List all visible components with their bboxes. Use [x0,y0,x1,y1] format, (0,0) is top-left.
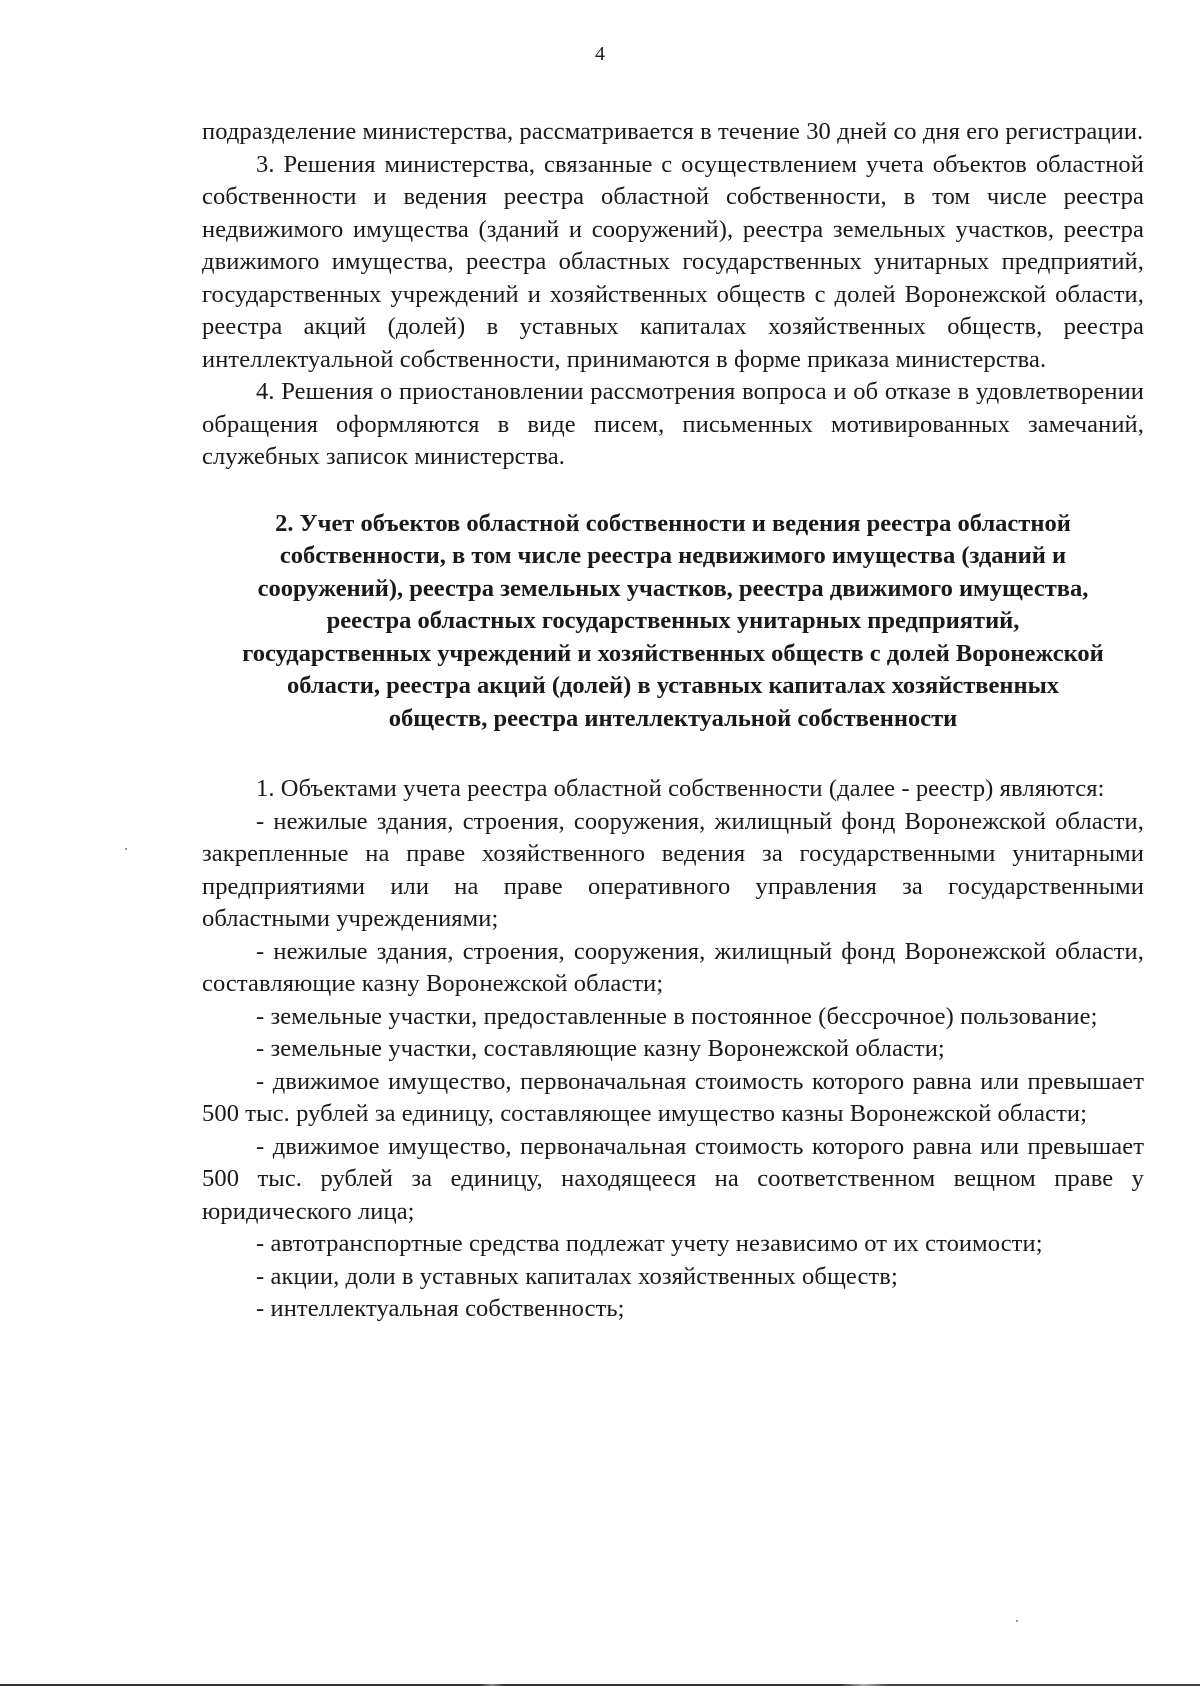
list-item: - автотранспортные средства подлежат учету независимо от их стоимости; [256,1230,1043,1257]
scan-speck [1016,1620,1018,1622]
scan-speck [125,848,127,850]
page-number: 4 [595,43,605,65]
paragraph-item-3: 3. Решения министерства, связанные с осуществлением учета объектов областной собственности и ведения реестра областной собственности, в том числе реестра недвижимого имущества (зданий и сооружений), реестра земельных участков, реестра движимого имущества, реестра областных государственных унитарных предприятий, государственных учреждений и хозяйственных обществ с долей Воронежской области, реестра акций (долей) в уставных капиталах хозяйственных обществ, реестра интеллектуальной собственности, принимаются в форме приказа министерства. [202,150,1144,373]
paragraph-continuation: подразделение министерства, рассматривается в течение 30 дней со дня его регистрации. [202,118,1144,145]
list-item: - земельные участки, предоставленные в постоянное (бессрочное) пользование; [256,1002,1098,1030]
list-item: - акции, доли в уставных капиталах хозяйственных обществ; [256,1262,898,1290]
scan-edge-line [0,1684,1200,1686]
document-body [202,116,1144,1326]
list-item: - земельные участки, составляющие казну Воронежской области; [256,1035,945,1062]
list-item: - нежилые здания, строения, сооружения, жилищный фонд Воронежской области, закрепленные на праве хозяйственного ведения за государственными унитарными предприятиями или на праве оперативного управления за государственными областными учреждениями; [202,807,1144,932]
section-heading: 2. Учет объектов областной собственности и ведения реестра областной собственности, в том числе реестра недвижимого имущества (зданий и сооружений), реестра земельных участков, реестра движимого имущества, реестра областных государственных унитарных предприятий, государственных учреждений и хозяйственных обществ с долей Воронежской области, реестра акций (долей) в уставных капиталах хозяйственных обществ, реестра интеллектуальной собственности [242,509,1104,732]
list-item: - движимое имущество, первоначальная стоимость которого равна или превышает 500 тыс. рублей за единицу, находящееся на соответственном вещном праве у юридического лица; [202,1132,1144,1225]
list-item: - движимое имущество, первоначальная стоимость которого равна или превышает 500 тыс. рублей за единицу, составляющее имущество казны Воронежской области; [202,1067,1144,1127]
list-item: - интеллектуальная собственность; [256,1295,625,1322]
paragraph-item-4: 4. Решения о приостановлении рассмотрения вопроса и об отказе в удовлетворении обращения оформляются в виде писем, письменных мотивированных замечаний, служебных записок министерства. [202,378,1144,470]
paragraph-item-1: 1. Объектами учета реестра областной собственности (далее - реестр) являются: [256,775,1105,802]
list-item: - нежилые здания, строения, сооружения, жилищный фонд Воронежской области, составляющие казну Воронежской области; [202,937,1144,997]
